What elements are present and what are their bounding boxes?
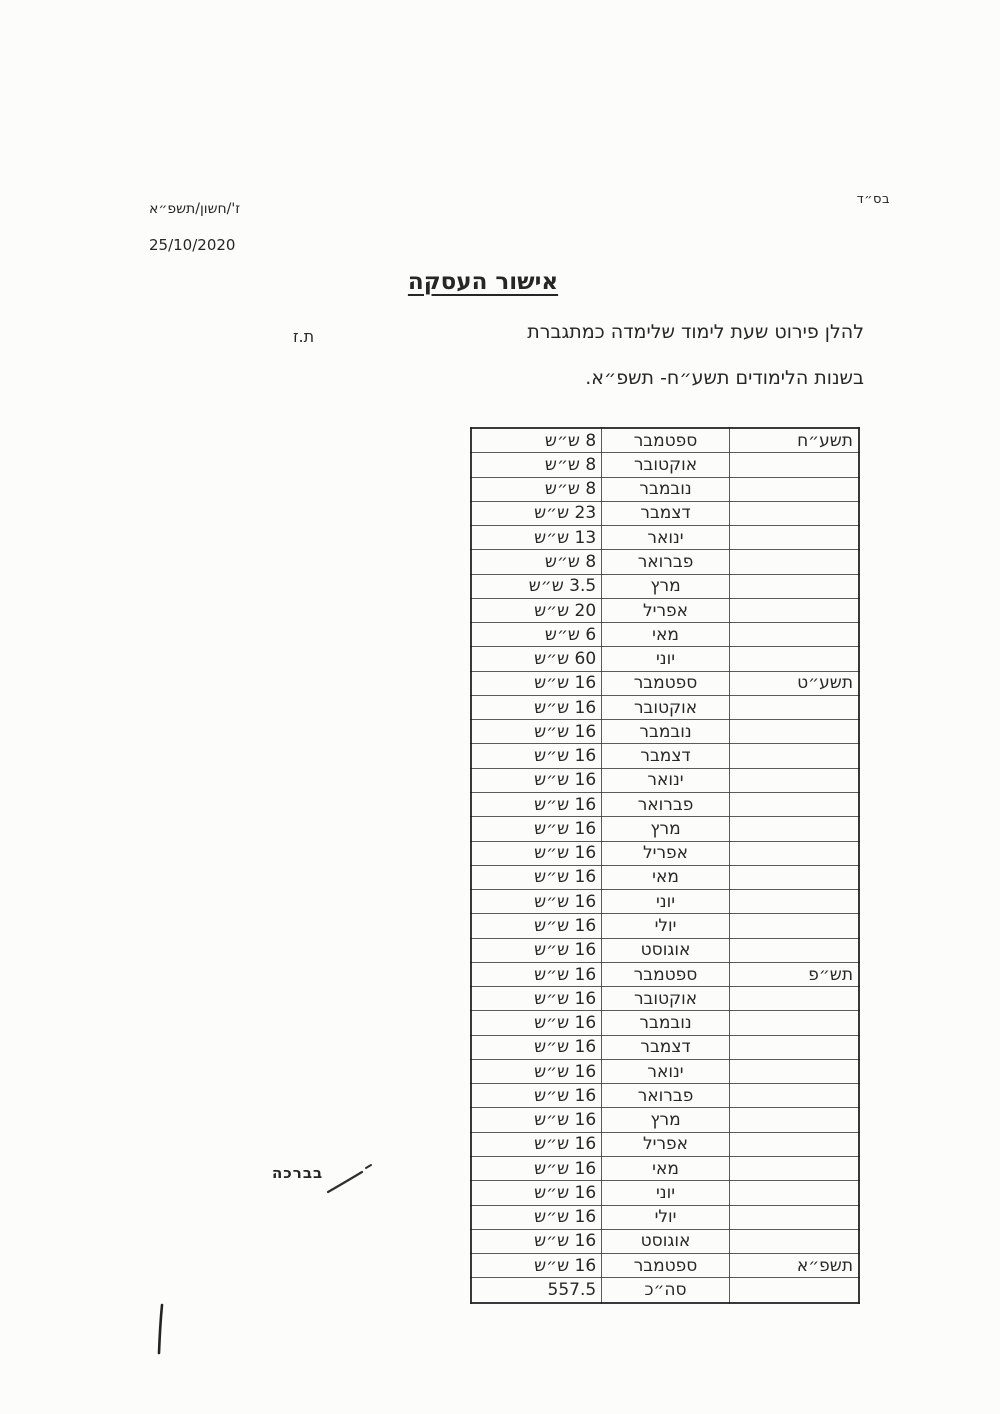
table-row bbox=[471, 817, 859, 841]
year-cell bbox=[729, 1084, 859, 1108]
month-cell: אוקטובר bbox=[602, 987, 730, 1011]
hours-table-body bbox=[471, 428, 859, 1303]
month-cell: ינואר bbox=[602, 768, 730, 792]
hours-cell: 16 ש״ש bbox=[471, 1011, 602, 1035]
table-row bbox=[471, 526, 859, 550]
id-number-label: ת.ז bbox=[293, 327, 315, 346]
hours-cell: 16 ש״ש bbox=[471, 938, 602, 962]
year-cell bbox=[729, 1229, 859, 1253]
gregorian-date: 25/10/2020 bbox=[149, 236, 236, 254]
month-cell: סה״כ bbox=[602, 1278, 730, 1303]
month-cell: דצמבר bbox=[602, 744, 730, 768]
table-row bbox=[471, 695, 859, 719]
table-row bbox=[471, 1254, 859, 1278]
hours-cell: 16 ש״ש bbox=[471, 1035, 602, 1059]
table-row bbox=[471, 841, 859, 865]
month-cell: ינואר bbox=[602, 1059, 730, 1083]
hours-cell: 16 ש״ש bbox=[471, 768, 602, 792]
hours-cell: 16 ש״ש bbox=[471, 1059, 602, 1083]
table-row bbox=[471, 1181, 859, 1205]
signature-slash-mark bbox=[320, 1158, 380, 1200]
hours-cell: 16 ש״ש bbox=[471, 914, 602, 938]
year-cell bbox=[729, 526, 859, 550]
year-cell bbox=[729, 744, 859, 768]
year-cell bbox=[729, 501, 859, 525]
table-row bbox=[471, 671, 859, 695]
year-cell: תשע״ח bbox=[729, 428, 859, 453]
hours-cell: 16 ש״ש bbox=[471, 1084, 602, 1108]
month-cell: פברואר bbox=[602, 793, 730, 817]
hours-cell: 16 ש״ש bbox=[471, 890, 602, 914]
month-cell: נובמבר bbox=[602, 1011, 730, 1035]
year-cell bbox=[729, 768, 859, 792]
year-cell bbox=[729, 841, 859, 865]
year-cell bbox=[729, 623, 859, 647]
month-cell: מרץ bbox=[602, 1108, 730, 1132]
month-cell: נובמבר bbox=[602, 477, 730, 501]
table-row bbox=[471, 720, 859, 744]
year-cell bbox=[729, 865, 859, 889]
hours-cell: 13 ש״ש bbox=[471, 526, 602, 550]
hours-cell: 16 ש״ש bbox=[471, 793, 602, 817]
hours-cell: 16 ש״ש bbox=[471, 1132, 602, 1156]
table-row bbox=[471, 865, 859, 889]
year-cell bbox=[729, 453, 859, 477]
hours-cell: 3.5 ש״ש bbox=[471, 574, 602, 598]
year-cell bbox=[729, 938, 859, 962]
hours-cell: 16 ש״ש bbox=[471, 817, 602, 841]
hours-cell: 16 ש״ש bbox=[471, 865, 602, 889]
month-cell: מרץ bbox=[602, 817, 730, 841]
closing-word: בברכה bbox=[272, 1164, 324, 1182]
bsd-header: בס״ד bbox=[856, 192, 890, 207]
table-row bbox=[471, 1132, 859, 1156]
month-cell: אפריל bbox=[602, 841, 730, 865]
hours-cell: 16 ש״ש bbox=[471, 695, 602, 719]
hours-cell: 16 ש״ש bbox=[471, 1157, 602, 1181]
year-cell bbox=[729, 598, 859, 622]
month-cell: אוגוסט bbox=[602, 938, 730, 962]
table-row bbox=[471, 1278, 859, 1303]
year-cell bbox=[729, 890, 859, 914]
table-row bbox=[471, 1059, 859, 1083]
month-cell: ספטמבר bbox=[602, 671, 730, 695]
table-row bbox=[471, 1084, 859, 1108]
table-row bbox=[471, 962, 859, 986]
hours-cell: 16 ש״ש bbox=[471, 744, 602, 768]
month-cell: דצמבר bbox=[602, 1035, 730, 1059]
year-cell bbox=[729, 817, 859, 841]
month-cell: פברואר bbox=[602, 550, 730, 574]
month-cell: יולי bbox=[602, 1205, 730, 1229]
year-cell bbox=[729, 477, 859, 501]
month-cell: מרץ bbox=[602, 574, 730, 598]
table-row bbox=[471, 938, 859, 962]
hours-cell: 16 ש״ש bbox=[471, 1229, 602, 1253]
year-cell bbox=[729, 914, 859, 938]
year-cell bbox=[729, 1059, 859, 1083]
month-cell: מאי bbox=[602, 1157, 730, 1181]
table-row bbox=[471, 890, 859, 914]
month-cell: יוני bbox=[602, 890, 730, 914]
hours-cell: 60 ש״ש bbox=[471, 647, 602, 671]
year-cell bbox=[729, 1181, 859, 1205]
table-row bbox=[471, 453, 859, 477]
table-row bbox=[471, 1035, 859, 1059]
year-cell bbox=[729, 647, 859, 671]
month-cell: ספטמבר bbox=[602, 1254, 730, 1278]
year-cell bbox=[729, 1132, 859, 1156]
month-cell: דצמבר bbox=[602, 501, 730, 525]
year-cell bbox=[729, 793, 859, 817]
month-cell: יוני bbox=[602, 1181, 730, 1205]
month-cell: נובמבר bbox=[602, 720, 730, 744]
year-cell: תש״פ bbox=[729, 962, 859, 986]
table-row bbox=[471, 1229, 859, 1253]
hours-cell: 16 ש״ש bbox=[471, 720, 602, 744]
month-cell: יוני bbox=[602, 647, 730, 671]
table-row bbox=[471, 744, 859, 768]
year-cell bbox=[729, 1205, 859, 1229]
month-cell: אוגוסט bbox=[602, 1229, 730, 1253]
hours-cell: 8 ש״ש bbox=[471, 477, 602, 501]
month-cell: יולי bbox=[602, 914, 730, 938]
table-row bbox=[471, 574, 859, 598]
hours-cell: 16 ש״ש bbox=[471, 987, 602, 1011]
hours-cell: 16 ש״ש bbox=[471, 962, 602, 986]
month-cell: ספטמבר bbox=[602, 962, 730, 986]
table-row bbox=[471, 768, 859, 792]
hours-cell: 8 ש״ש bbox=[471, 550, 602, 574]
hours-cell: 20 ש״ש bbox=[471, 598, 602, 622]
year-cell: תשפ״א bbox=[729, 1254, 859, 1278]
year-cell bbox=[729, 550, 859, 574]
table-row bbox=[471, 987, 859, 1011]
hours-cell: 557.5 bbox=[471, 1278, 602, 1303]
hours-cell: 16 ש״ש bbox=[471, 1254, 602, 1278]
table-row bbox=[471, 477, 859, 501]
hours-cell: 16 ש״ש bbox=[471, 671, 602, 695]
table-row bbox=[471, 1205, 859, 1229]
table-row bbox=[471, 428, 859, 453]
table-row bbox=[471, 793, 859, 817]
hours-cell: 16 ש״ש bbox=[471, 1205, 602, 1229]
year-cell bbox=[729, 574, 859, 598]
table-row bbox=[471, 914, 859, 938]
hours-cell: 16 ש״ש bbox=[471, 1181, 602, 1205]
month-cell: אוקטובר bbox=[602, 695, 730, 719]
table-row bbox=[471, 1108, 859, 1132]
hours-cell: 16 ש״ש bbox=[471, 1108, 602, 1132]
vertical-pen-stroke bbox=[152, 1302, 170, 1358]
table-row bbox=[471, 647, 859, 671]
month-cell: ינואר bbox=[602, 526, 730, 550]
month-cell: ספטמבר bbox=[602, 428, 730, 453]
year-cell bbox=[729, 1157, 859, 1181]
hours-cell: 8 ש״ש bbox=[471, 453, 602, 477]
intro-line-2: בשנות הלימודים תשע״ח- תשפ״א. bbox=[585, 367, 864, 389]
month-cell: מאי bbox=[602, 623, 730, 647]
year-cell: תשע״ט bbox=[729, 671, 859, 695]
month-cell: אוקטובר bbox=[602, 453, 730, 477]
year-cell bbox=[729, 1278, 859, 1303]
year-cell bbox=[729, 987, 859, 1011]
hours-table bbox=[470, 427, 860, 1304]
month-cell: אפריל bbox=[602, 598, 730, 622]
hours-cell: 6 ש״ש bbox=[471, 623, 602, 647]
table-row bbox=[471, 1011, 859, 1035]
intro-line-1: להלן פירוט שעת לימוד שלימדה כמתגברת bbox=[527, 321, 864, 343]
hours-cell: 23 ש״ש bbox=[471, 501, 602, 525]
hebrew-date: ז'/חשון/תשפ״א bbox=[149, 201, 241, 217]
year-cell bbox=[729, 1011, 859, 1035]
table-row bbox=[471, 501, 859, 525]
month-cell: פברואר bbox=[602, 1084, 730, 1108]
table-row bbox=[471, 623, 859, 647]
year-cell bbox=[729, 1035, 859, 1059]
month-cell: אפריל bbox=[602, 1132, 730, 1156]
year-cell bbox=[729, 1108, 859, 1132]
year-cell bbox=[729, 720, 859, 744]
year-cell bbox=[729, 695, 859, 719]
month-cell: מאי bbox=[602, 865, 730, 889]
hours-cell: 8 ש״ש bbox=[471, 428, 602, 453]
table-row bbox=[471, 598, 859, 622]
hours-cell: 16 ש״ש bbox=[471, 841, 602, 865]
table-row bbox=[471, 550, 859, 574]
page-title: אישור העסקה bbox=[407, 269, 559, 295]
table-row bbox=[471, 1157, 859, 1181]
